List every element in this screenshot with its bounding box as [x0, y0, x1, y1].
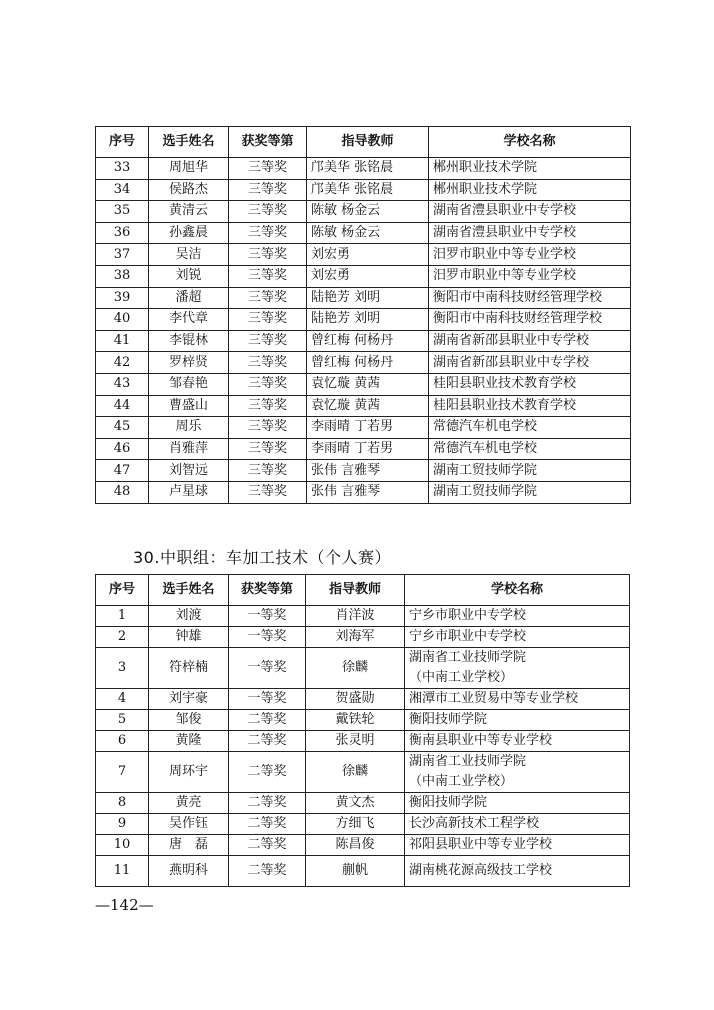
- table-header-row: [96, 127, 631, 158]
- header-school: 学校名称: [405, 575, 630, 606]
- table-row: [96, 222, 631, 244]
- advisor-cell: 刘海军: [306, 627, 405, 648]
- index-cell: 6: [96, 731, 149, 752]
- school-cell: 湖南工贸技师学院: [429, 481, 631, 503]
- award-level-cell: 一等奖: [229, 606, 306, 627]
- table-row: [96, 627, 630, 648]
- index-cell: 9: [96, 814, 149, 835]
- table-row: [96, 179, 631, 201]
- contestant-name-cell: 刘智远: [149, 460, 229, 482]
- award-level-cell: 三等奖: [229, 417, 307, 439]
- award-level-cell: 三等奖: [229, 222, 307, 244]
- table-row: [96, 265, 631, 287]
- advisor-cell: 方细飞: [306, 814, 405, 835]
- table-row: [96, 856, 630, 887]
- award-level-cell: 二等奖: [229, 793, 306, 814]
- award-level-cell: 二等奖: [229, 835, 306, 856]
- award-level-cell: 三等奖: [229, 481, 307, 503]
- header-award-level: 获奖等第: [229, 127, 307, 158]
- header-advisor: 指导教师: [306, 575, 405, 606]
- section-title: 30.中职组：车加工技术（个人赛）: [133, 548, 391, 567]
- header-index: 序号: [96, 575, 149, 606]
- contestant-name-cell: 李锟林: [149, 330, 229, 352]
- index-cell: 40: [96, 309, 149, 331]
- contestant-name-cell: 潘超: [149, 287, 229, 309]
- school-cell: 常德汽车机电学校: [429, 438, 631, 460]
- advisor-cell: 曾红梅 何杨丹: [307, 330, 429, 352]
- advisor-cell: 陈敏 杨金云: [307, 222, 429, 244]
- header-award-level: 获奖等第: [229, 575, 306, 606]
- advisor-cell: 曾红梅 何杨丹: [307, 352, 429, 374]
- advisor-cell: 徐麟: [306, 752, 405, 793]
- index-cell: 39: [96, 287, 149, 309]
- contestant-name-cell: 黄亮: [149, 793, 229, 814]
- contestant-name-cell: 黄清云: [149, 201, 229, 223]
- contestant-name-cell: 侯路杰: [149, 179, 229, 201]
- advisor-cell: 李雨晴 丁若男: [307, 417, 429, 439]
- advisor-cell: 陈敏 杨金云: [307, 201, 429, 223]
- table-row: [96, 330, 631, 352]
- table-row: [96, 201, 631, 223]
- page-number: —142—: [95, 896, 154, 914]
- school-cell: 湘潭市工业贸易中等专业学校: [405, 689, 630, 710]
- award-level-cell: 三等奖: [229, 373, 307, 395]
- school-cell: 汨罗市职业中等专业学校: [429, 265, 631, 287]
- award-level-cell: 三等奖: [229, 201, 307, 223]
- header-index: 序号: [96, 127, 149, 158]
- table-row: [96, 460, 631, 482]
- contestant-name-cell: 罗梓贤: [149, 352, 229, 374]
- index-cell: 34: [96, 179, 149, 201]
- advisor-cell: 袁忆璇 黄茜: [307, 395, 429, 417]
- school-cell: 湖南工贸技师学院: [429, 460, 631, 482]
- school-cell: 宁乡市职业中专学校: [405, 627, 630, 648]
- school-cell: 长沙高新技术工程学校: [405, 814, 630, 835]
- table-row: [96, 309, 631, 331]
- table-row: [96, 417, 631, 439]
- contestant-name-cell: 周环宇: [149, 752, 229, 793]
- contestant-name-cell: 刘宇豪: [149, 689, 229, 710]
- school-cell: 衡南县职业中等专业学校: [405, 731, 630, 752]
- table-row: [96, 244, 631, 266]
- table-row: [96, 606, 630, 627]
- table-row: [96, 373, 631, 395]
- index-cell: 46: [96, 438, 149, 460]
- table-row: [96, 814, 630, 835]
- table-row: [96, 648, 630, 689]
- index-cell: 43: [96, 373, 149, 395]
- contestant-name-cell: 邹春艳: [149, 373, 229, 395]
- index-cell: 48: [96, 481, 149, 503]
- school-name-line: 湖南省工业技师学院: [409, 754, 527, 769]
- school-cell: 湖南省澧县职业中专学校: [429, 222, 631, 244]
- school-name-line: 湖南省工业技师学院: [409, 650, 527, 665]
- award-level-cell: 二等奖: [229, 856, 306, 887]
- advisor-cell: 刘宏勇: [307, 265, 429, 287]
- advisor-cell: 张伟 言雅琴: [307, 481, 429, 503]
- contestant-name-cell: 刘渡: [149, 606, 229, 627]
- index-cell: 45: [96, 417, 149, 439]
- award-level-cell: 三等奖: [229, 352, 307, 374]
- index-cell: 36: [96, 222, 149, 244]
- header-advisor: 指导教师: [307, 127, 429, 158]
- contestant-name-cell: 燕明科: [149, 856, 229, 887]
- header-contestant-name: 选手姓名: [149, 575, 229, 606]
- contestant-name-cell: 邹俊: [149, 710, 229, 731]
- school-cell: 衡阳技师学院: [405, 793, 630, 814]
- award-level-cell: 一等奖: [229, 627, 306, 648]
- index-cell: 8: [96, 793, 149, 814]
- table-row: [96, 352, 631, 374]
- awards-table-continued: [95, 126, 631, 504]
- awards-table-lathe: [95, 574, 630, 887]
- award-level-cell: 二等奖: [229, 752, 306, 793]
- contestant-name-cell: 卢星球: [149, 481, 229, 503]
- school-cell: 郴州职业技术学院: [429, 158, 631, 180]
- award-level-cell: 三等奖: [229, 287, 307, 309]
- award-level-cell: 一等奖: [229, 648, 306, 689]
- award-level-cell: 一等奖: [229, 689, 306, 710]
- index-cell: 4: [96, 689, 149, 710]
- award-level-cell: 三等奖: [229, 460, 307, 482]
- school-cell: 湖南省新邵县职业中专学校: [429, 352, 631, 374]
- table-row: [96, 287, 631, 309]
- advisor-cell: 陈昌俊: [306, 835, 405, 856]
- contestant-name-cell: 刘锐: [149, 265, 229, 287]
- school-cell: 汨罗市职业中等专业学校: [429, 244, 631, 266]
- index-cell: 7: [96, 752, 149, 793]
- advisor-cell: 邝美华 张铭晨: [307, 179, 429, 201]
- contestant-name-cell: 黄隆: [149, 731, 229, 752]
- school-cell: 湖南省新邵县职业中专学校: [429, 330, 631, 352]
- table-row: [96, 481, 631, 503]
- contestant-name-cell: 曹盛山: [149, 395, 229, 417]
- table-row: [96, 731, 630, 752]
- table-row: [96, 438, 631, 460]
- contestant-name-cell: 周乐: [149, 417, 229, 439]
- contestant-name-cell: 吴作钰: [149, 814, 229, 835]
- contestant-name-cell: 孙鑫晨: [149, 222, 229, 244]
- school-cell: 桂阳县职业技术教育学校: [429, 373, 631, 395]
- award-level-cell: 三等奖: [229, 158, 307, 180]
- advisor-cell: 邝美华 张铭晨: [307, 158, 429, 180]
- award-level-cell: 三等奖: [229, 244, 307, 266]
- award-level-cell: 三等奖: [229, 330, 307, 352]
- advisor-cell: 黄文杰: [306, 793, 405, 814]
- contestant-name-cell: 符梓楠: [149, 648, 229, 689]
- school-name-line-2: （中南工业学校）: [409, 670, 514, 685]
- index-cell: 35: [96, 201, 149, 223]
- index-cell: 5: [96, 710, 149, 731]
- advisor-cell: 张伟 言雅琴: [307, 460, 429, 482]
- award-level-cell: 二等奖: [229, 710, 306, 731]
- index-cell: 2: [96, 627, 149, 648]
- table-row: [96, 835, 630, 856]
- award-level-cell: 三等奖: [229, 438, 307, 460]
- contestant-name-cell: 肖雅萍: [149, 438, 229, 460]
- contestant-name-cell: 李代章: [149, 309, 229, 331]
- advisor-cell: 徐麟: [306, 648, 405, 689]
- table-row: [96, 793, 630, 814]
- school-cell: 湖南省澧县职业中专学校: [429, 201, 631, 223]
- school-cell: 衡阳市中南科技财经管理学校: [429, 287, 631, 309]
- table-row: [96, 158, 631, 180]
- index-cell: 1: [96, 606, 149, 627]
- school-cell: [405, 752, 630, 793]
- award-level-cell: 二等奖: [229, 814, 306, 835]
- school-cell: 衡阳市中南科技财经管理学校: [429, 309, 631, 331]
- award-level-cell: 三等奖: [229, 265, 307, 287]
- school-cell: 常德汽车机电学校: [429, 417, 631, 439]
- table-row: [96, 710, 630, 731]
- contestant-name-cell: 吴洁: [149, 244, 229, 266]
- index-cell: 33: [96, 158, 149, 180]
- index-cell: 37: [96, 244, 149, 266]
- school-cell: 郴州职业技术学院: [429, 179, 631, 201]
- table-header-row: [96, 575, 630, 606]
- school-cell: 衡阳技师学院: [405, 710, 630, 731]
- advisor-cell: 张灵明: [306, 731, 405, 752]
- contestant-name-cell: 钟雄: [149, 627, 229, 648]
- school-cell: 祁阳县职业中等专业学校: [405, 835, 630, 856]
- school-cell: 湖南桃花源高级技工学校: [405, 856, 630, 887]
- award-level-cell: 二等奖: [229, 731, 306, 752]
- index-cell: 10: [96, 835, 149, 856]
- index-cell: 38: [96, 265, 149, 287]
- header-contestant-name: 选手姓名: [149, 127, 229, 158]
- table-row: [96, 395, 631, 417]
- table-row: [96, 752, 630, 793]
- index-cell: 44: [96, 395, 149, 417]
- advisor-cell: 蒯帆: [306, 856, 405, 887]
- advisor-cell: 肖洋波: [306, 606, 405, 627]
- advisor-cell: 刘宏勇: [307, 244, 429, 266]
- index-cell: 41: [96, 330, 149, 352]
- header-school: 学校名称: [429, 127, 631, 158]
- school-cell: 桂阳县职业技术教育学校: [429, 395, 631, 417]
- school-cell: [405, 648, 630, 689]
- award-level-cell: 三等奖: [229, 395, 307, 417]
- advisor-cell: 陆艳芳 刘明: [307, 287, 429, 309]
- advisor-cell: 袁忆璇 黄茜: [307, 373, 429, 395]
- advisor-cell: 戴铁轮: [306, 710, 405, 731]
- index-cell: 3: [96, 648, 149, 689]
- school-name-line-2: （中南工业学校）: [409, 774, 514, 789]
- award-level-cell: 三等奖: [229, 179, 307, 201]
- award-level-cell: 三等奖: [229, 309, 307, 331]
- table-row: [96, 689, 630, 710]
- index-cell: 47: [96, 460, 149, 482]
- contestant-name-cell: 唐 磊: [149, 835, 229, 856]
- advisor-cell: 陆艳芳 刘明: [307, 309, 429, 331]
- advisor-cell: 李雨晴 丁若男: [307, 438, 429, 460]
- index-cell: 42: [96, 352, 149, 374]
- school-cell: 宁乡市职业中专学校: [405, 606, 630, 627]
- contestant-name-cell: 周旭华: [149, 158, 229, 180]
- index-cell: 11: [96, 856, 149, 887]
- advisor-cell: 贺盛勋: [306, 689, 405, 710]
